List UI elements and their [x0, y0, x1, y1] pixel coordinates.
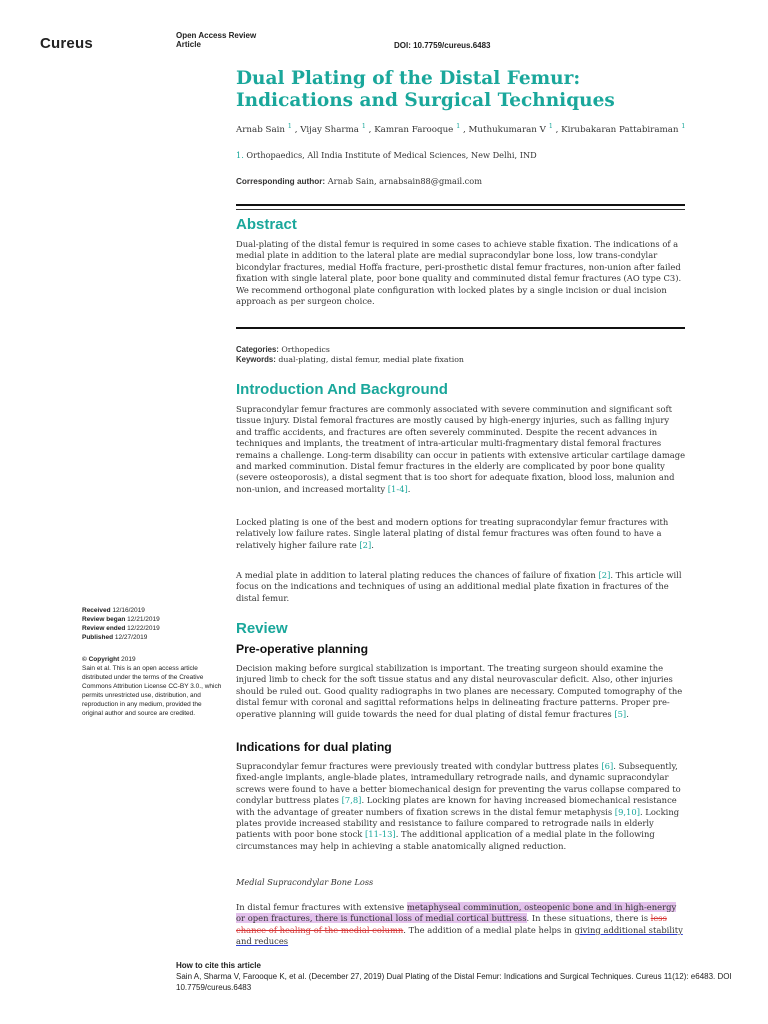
review-ended-value: 12/22/2019 — [127, 625, 160, 632]
corresponding-label: Corresponding author: — [236, 177, 326, 186]
review-p3-text-a: In distal femur fractures with extensive — [236, 902, 407, 912]
review-p2-text-e: . The additional application of a medial plate in the following circumstances may help in achieving a stable anatomically aligned reduction. — [236, 829, 655, 851]
article-type-line1: Open Access Review — [176, 31, 257, 40]
citation-link[interactable]: [9,10] — [614, 806, 640, 817]
author-list: Arnab Sain $^1$ , Vijay Sharma $^1$ , Kamran Farooque $^1$ , Muthukumaran V $^1$ , Kirubakaran Pattabiraman $^1$ — [236, 122, 686, 135]
citation-link[interactable]: [11-13] — [365, 829, 396, 840]
review-p1-text: Decision making before surgical stabilization is important. The treating surgeon should examine the injured limb to check for the soft tissue status and any distal neurovascular deficit. Also, other injuries should be ruled out. Good quality radiographs in two planes are necessary. Computed tomography of the distal femur with coronal and sagittal reformations helps in delineating fracture patterns. Proper pre-operative planning will guide towards the need for dual plating of distal femur fractures — [236, 663, 683, 719]
review-p3-text-c: . The addition of a medial plate helps in — [403, 924, 575, 935]
article-title: Dual Plating of the Distal Femur: Indications and Surgical Techniques — [236, 68, 615, 111]
highlight-annotation[interactable]: metaphyseal comminution, osteopenic bone and in high-energy or open fractures, there is functional loss of medial cortical buttress — [236, 902, 677, 924]
received-date — [82, 606, 222, 615]
intro-p3-text-a: A medial plate in addition to lateral plating reduces the chances of failure of fixation — [236, 570, 596, 580]
published-value: 12/27/2019 — [114, 634, 148, 641]
intro-paragraph-1: Supracondylar femur fractures are commonly associated with severe comminution and significant soft tissue injury. Distal femoral fractures are mostly caused by high-energy injuries, such as falling injury and traffic accidents, and fractures are often severely comminuted. Despite the recent advances in techniques and implants, the treatment of intra-articular multi-fragmentary distal femoral fractures remains a challenge. Long-term disability can occur in patients with extensive articular cartilage damage and marked comminution. Distal femur fractures in the elderly are complicated by poor bone quality (severe osteoporosis), a distal segment that is too short for adequate fixation, blood loss, malunion and non-union, and increased mortality [1-4]. — [236, 404, 686, 494]
how-to-cite-heading: How to cite this article — [176, 961, 261, 970]
abstract-top-rule-1 — [236, 204, 685, 206]
copyright-year: 2019 — [121, 656, 136, 663]
review-paragraph-3 — [236, 902, 686, 948]
how-to-cite-text: Sain A, Sharma V, Farooque K, et al. (December 27, 2019) Dual Plating of the Distal Femur: Indications and Surgical Techniques. Cureus 11(12): e6483. DOI 10.7759/cureus.6483 — [176, 972, 732, 992]
review-p3-text-b: . In these situations, there is — [526, 913, 651, 924]
author-affil-sup: 1 — [681, 122, 686, 130]
citation-link[interactable]: [1-4] — [387, 483, 408, 494]
author-affil-sup: 1 — [548, 122, 553, 130]
how-to-cite-block — [176, 960, 736, 993]
review-p2-text-c: . Locking plates are known for having increased biomechanical resistance with the advantage of greater numbers of fixation screws in the distal femur metaphysis — [236, 795, 677, 817]
citation-link[interactable]: [7,8] — [341, 795, 362, 806]
affiliation-number: 1. — [236, 150, 244, 160]
review-heading: Review — [236, 620, 288, 637]
citation-link[interactable]: [5] — [614, 708, 627, 719]
corresponding-author — [236, 176, 482, 186]
review-ended-date — [82, 624, 222, 633]
categories-value[interactable]: Orthopedics — [281, 345, 330, 354]
publication-dates — [82, 606, 222, 642]
preop-planning-heading: Pre-operative planning — [236, 642, 369, 656]
author-name[interactable]: Kirubakaran Pattabiraman — [561, 124, 679, 135]
keywords-label: Keywords: — [236, 355, 276, 364]
affiliation — [236, 150, 537, 160]
license-text: Sain et al. This is an open access article distributed under the terms of the Creative Commons Attribution License CC-BY 3.0., which permits unrestricted use, distribution, and reproduction in any medium, provided the original author and source are credited. — [82, 665, 222, 717]
received-label: Received — [82, 607, 111, 614]
article-type-label — [176, 31, 256, 49]
affiliation-text: Orthopaedics, All India Institute of Medical Sciences, New Delhi, IND — [246, 150, 537, 160]
intro-paragraph-3 — [236, 570, 686, 604]
author-name[interactable]: Kamran Farooque — [374, 124, 454, 135]
review-paragraph-1: Decision making before surgical stabilization is important. The treating surgeon should examine the injured limb to check for the soft tissue status and any distal neurovascular deficit. Also, other injuries should be ruled out. Good quality radiographs in two planes are necessary. Computed tomography of the distal femur with coronal and sagittal reformations helps in delineating fracture patterns. Proper pre-operative planning will guide towards the need for dual plating of distal femur fractures [5]. — [236, 663, 683, 719]
intro-paragraph-2: Locked plating is one of the best and modern options for treating supracondylar femur fractures with relatively low failure rates. Single lateral plating of distal femur fractures was often found to have a relatively higher failure rate [2]. — [236, 517, 669, 550]
author-affil-sup: 1 — [361, 122, 366, 130]
intro-heading: Introduction And Background — [236, 381, 448, 398]
journal-logo: Cureus — [40, 35, 93, 52]
underline-annotation[interactable]: giving additional stability and reduces — [236, 924, 683, 947]
review-p2-text-a: Supracondylar femur fractures were previously treated with condylar buttress plates — [236, 761, 599, 771]
author-name[interactable]: Arnab Sain — [236, 124, 286, 135]
abstract-bottom-rule — [236, 327, 685, 329]
keywords — [236, 355, 464, 364]
keywords-value: dual-plating, distal femur, medial plate fixation — [278, 355, 464, 364]
author-name[interactable]: Vijay Sharma — [300, 124, 359, 135]
review-p2-text-d: . Locking plates provide increased stability and resistance to failure compared to retrograde nails in elderly patients with poor bone stock — [236, 806, 680, 840]
doi-label[interactable]: DOI: 10.7759/cureus.6483 — [394, 41, 491, 50]
author-affil-sup: 1 — [287, 122, 292, 130]
review-ended-label: Review ended — [82, 625, 126, 632]
author-affil-sup: 1 — [456, 122, 461, 130]
medial-bone-loss-subheading: Medial Supracondylar Bone Loss — [236, 877, 374, 887]
intro-p1-text: Supracondylar femur fractures are commonly associated with severe comminution and significant soft tissue injury. Distal femoral fractures are mostly caused by high-energy injuries, such as falling injury and traffic accidents, and fractures are often severely comminuted. Despite the recent advances in techniques and implants, the treatment of intra-articular multi-fragmentary distal femoral fractures remains a challenge. Long-term disability can occur in patients with extensive articular cartilage damage and marked comminution. Distal femur fractures in the elderly are complicated by poor bone quality (severe osteoporosis), a distal segment that is too short for adequate fixation, blood loss, malunion and non-union, and increased mortality — [236, 404, 686, 494]
abstract-text: Dual-plating of the distal femur is required in some cases to achieve stable fixation. The indications of a medial plate in addition to the lateral plate are medial supracondylar bone loss, low trans-condylar bicondylar fractures, medial Hoffa fracture, peri-prosthetic distal femur fractures, non-union after failed fixation with single lateral plate, poor bone quality and comminuted distal femur fractures (AO type C3). We recommend orthogonal plate configuration with locked plates by a single incision or dual incision approach as per surgeon choice. — [236, 239, 682, 307]
published-date — [82, 633, 222, 642]
strikethrough-annotation[interactable]: less chance of healing of the medial column — [236, 913, 667, 935]
categories-label: Categories: — [236, 345, 279, 354]
abstract-top-rule-2 — [236, 209, 685, 210]
citation-link[interactable]: [2] — [598, 570, 611, 580]
review-began-label: Review began — [82, 616, 126, 623]
review-began-date — [82, 615, 222, 624]
citation-link[interactable]: [6] — [601, 761, 614, 771]
author-name[interactable]: Muthukumaran V — [468, 124, 546, 135]
review-began-value: 12/21/2019 — [127, 616, 160, 623]
review-paragraph-2 — [236, 761, 686, 852]
published-label: Published — [82, 634, 114, 641]
intro-p2-text: Locked plating is one of the best and modern options for treating supracondylar femur fractures with relatively low failure rates. Single lateral plating of distal femur fractures was often found to have a relatively higher failure rate — [236, 517, 669, 550]
copyright-block — [82, 655, 222, 718]
article-type-line2: Article — [176, 40, 201, 49]
categories — [236, 345, 330, 354]
review-p2-text-b: . Subsequently, fixed-angle implants, angle-blade plates, intramedullary retrograde nails, and dynamic supracondylar screws were found to have a better biomechanical design for preventing the varus collapse compared to condylar buttress plates — [236, 761, 681, 806]
citation-link[interactable]: [2] — [359, 539, 372, 550]
indications-heading: Indications for dual plating — [236, 740, 392, 754]
abstract-heading: Abstract — [236, 216, 297, 233]
copyright-label: © Copyright — [82, 656, 120, 663]
corresponding-value[interactable]: Arnab Sain, arnabsain88@gmail.com — [327, 176, 482, 186]
intro-p3-text-b: . This article will focus on the indications and techniques of using an additional medial plate fixation in fractures of the distal femur. — [236, 570, 682, 603]
received-value: 12/16/2019 — [112, 607, 145, 614]
